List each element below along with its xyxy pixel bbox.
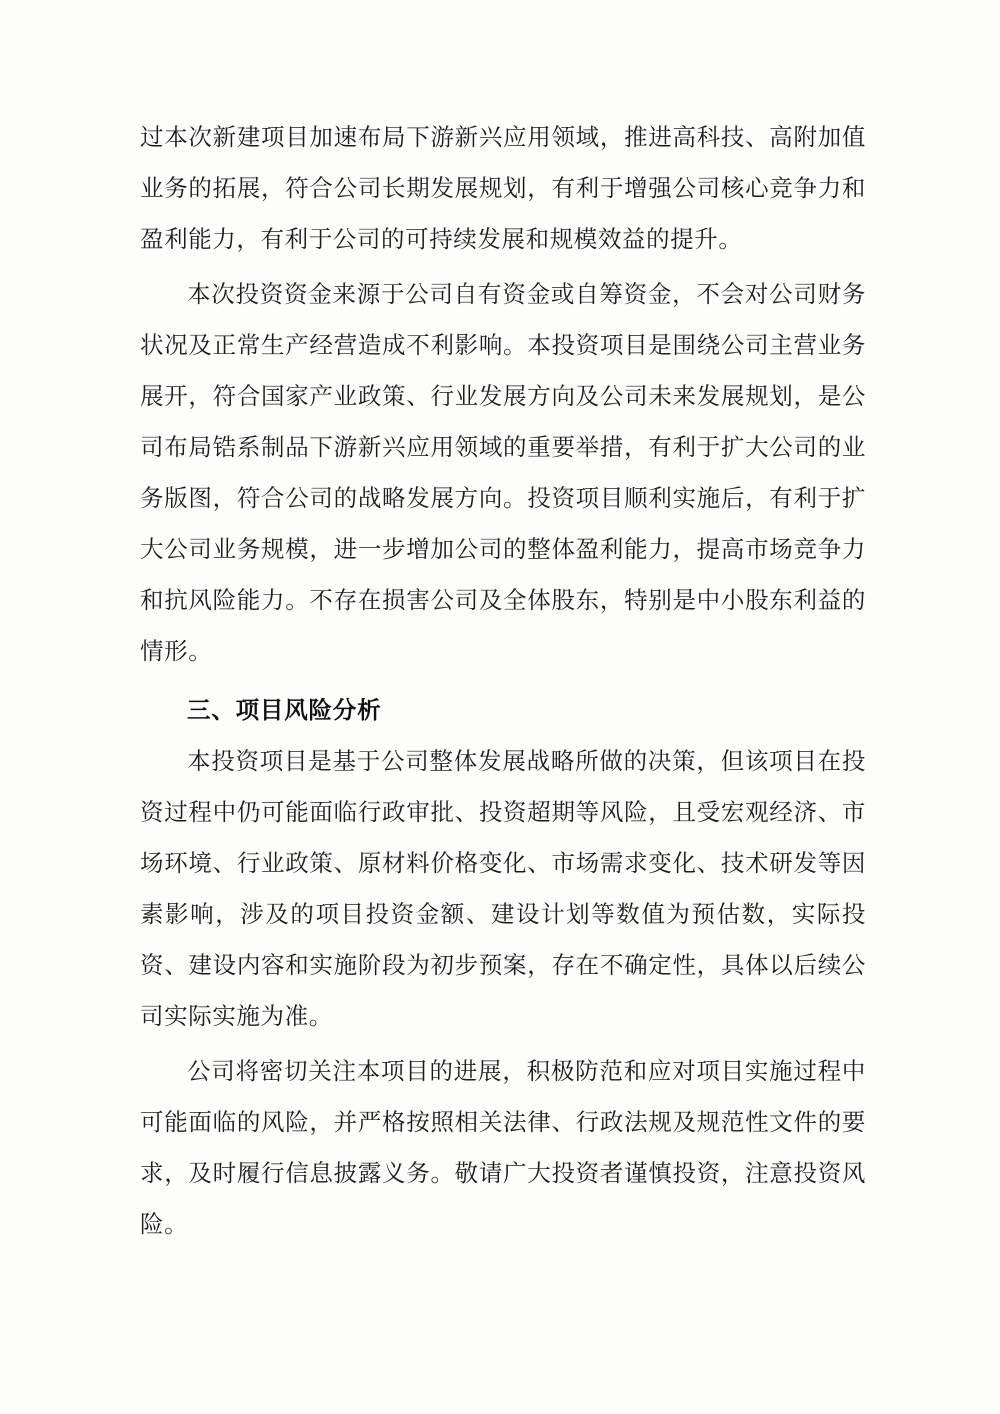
section-heading-risk-analysis: 三、项目风险分析 <box>187 696 382 724</box>
paragraph-funding-source: 本次投资资金来源于公司自有资金或自筹资金，不会对公司财务状况及正常生产经营造成不利影响。本投资项目是围绕公司主营业务展开，符合国家产业政策、行业发展方向及公司未来发展规划，是公司布局锆系制品下游新兴应用领域的重要举措，有利于扩大公司的业务版图，符合公司的战略发展方向。投资项目顺利实施后，有利于扩大公司业务规模，进一步增加公司的整体盈利能力，提高市场竞争力和抗风险能力。不存在损害公司及全体股东，特别是中小股东利益的情形。 <box>140 280 866 665</box>
paragraph-risk-factors: 本投资项目是基于公司整体发展战略所做的决策，但该项目在投资过程中仍可能面临行政审批、投资超期等风险，且受宏观经济、市场环境、行业政策、原材料价格变化、市场需求变化、技术研发等因素影响，涉及的项目投资金额、建设计划等数值为预估数，实际投资、建设内容和实施阶段为初步预案，存在不确定性，具体以后续公司实际实施为准。 <box>140 747 866 1030</box>
paragraph-risk-management: 公司将密切关注本项目的进展，积极防范和应对项目实施过程中可能面临的风险，并严格按照相关法律、行政法规及规范性文件的要求，及时履行信息披露义务。敬请广大投资者谨慎投资，注意投资风险。 <box>140 1057 866 1238</box>
paragraph-continued: 过本次新建项目加速布局下游新兴应用领域，推进高科技、高附加值业务的拓展，符合公司长期发展规划，有利于增强公司核心竞争力和盈利能力，有利于公司的可持续发展和规模效益的提升。 <box>140 123 866 253</box>
page-content <box>140 112 866 1250</box>
section-spacer <box>140 677 866 685</box>
